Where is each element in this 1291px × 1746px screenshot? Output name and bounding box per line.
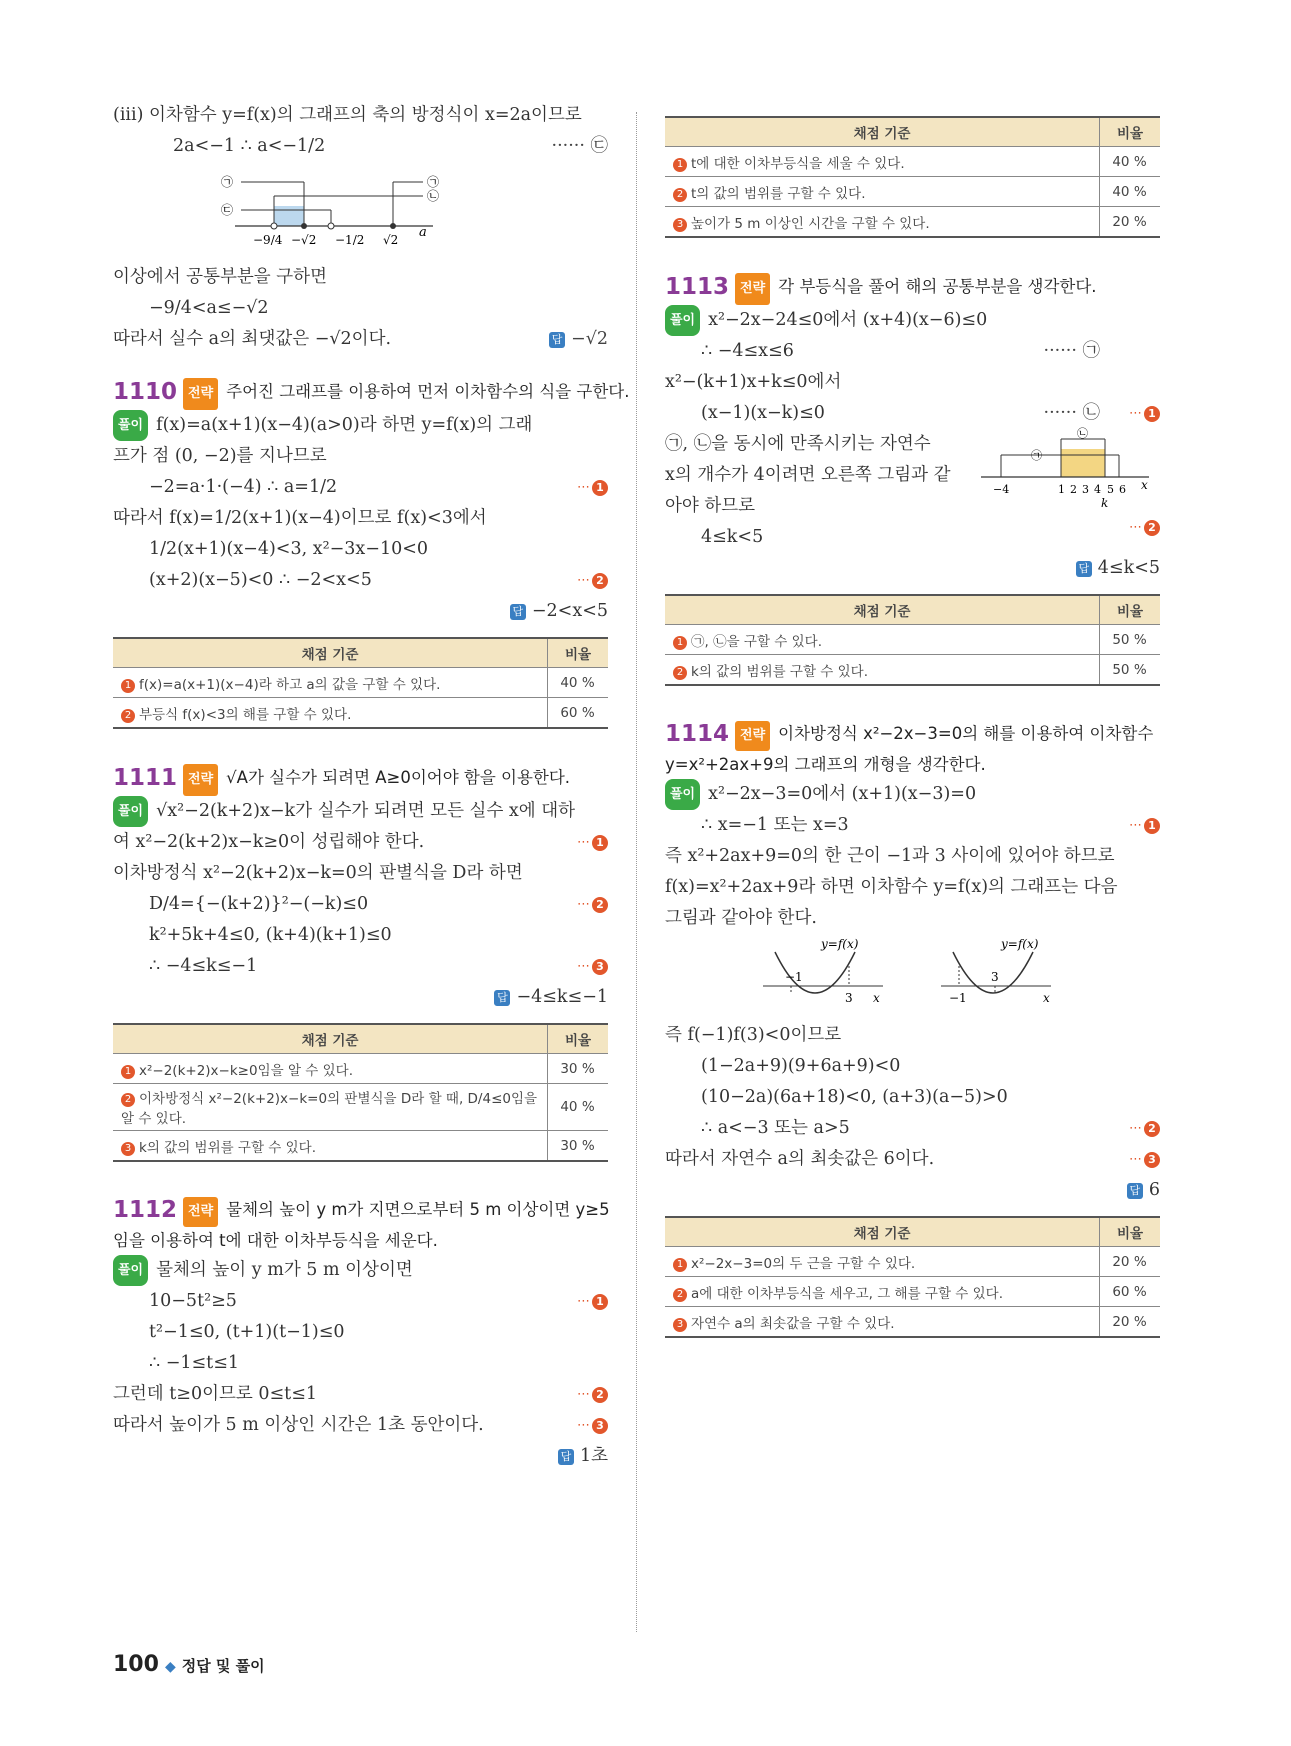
solution-line [113, 472, 608, 503]
strategy-tag: 전략 [735, 273, 770, 305]
strategy-text: √A가 실수가 되려면 A≥0이어야 함을 이용한다. [226, 768, 571, 787]
row-percent: 50 % [1100, 625, 1161, 655]
problem-number: 1111 [113, 765, 178, 791]
row-text: k의 값의 범위를 구할 수 있다. [691, 663, 869, 680]
strategy-text-2: 임을 이용하여 t에 대한 이차부등식을 세운다. [113, 1231, 438, 1250]
solution-line: t²−1≤0, (t+1)(t−1)≤0 [149, 1322, 345, 1342]
row-percent: 40 % [1100, 147, 1161, 177]
row-text: 높이가 5 m 이상인 시간을 구할 수 있다. [691, 215, 930, 232]
table-row [665, 1307, 1160, 1338]
step-number: 2 [592, 897, 608, 913]
solution-block [665, 429, 1160, 553]
row-percent: 40 % [548, 668, 609, 698]
row-text: 부등식 f(x)<3의 해를 구할 수 있다. [139, 706, 352, 723]
table-row [665, 625, 1160, 655]
closed-point-2 [390, 223, 396, 229]
solution-line [113, 410, 608, 441]
strategy-tag: 전략 [735, 721, 770, 751]
step-number: 3 [592, 959, 608, 975]
solution-text: 10−5t²≥5 [149, 1291, 237, 1311]
table-row [665, 207, 1160, 238]
tick-label: 4 [1094, 483, 1101, 496]
row-percent: 60 % [548, 698, 609, 729]
step-number: 2 [1144, 520, 1160, 536]
row-percent: 40 % [1100, 177, 1161, 207]
solution-text: ∴ −4≤x≤6 [701, 341, 794, 361]
label-3: ㉢ [221, 203, 234, 217]
tick-label: 1 [1058, 483, 1065, 496]
row-text: t의 값의 범위를 구할 수 있다. [691, 185, 866, 202]
table-header: 비율 [1100, 1217, 1161, 1247]
solution-line [113, 827, 608, 858]
solution-tag: 풀이 [113, 410, 148, 441]
solution-line: x의 개수가 4이려면 오른쪽 그림과 같 [665, 465, 951, 485]
intro-line-1: (iii) 이차함수 y=f(x)의 그래프의 축의 방정식이 x=2a이므로 [113, 105, 582, 125]
answer-icon: 답 [1076, 561, 1092, 577]
row-number: 1 [673, 1258, 687, 1272]
answer-icon: 답 [510, 604, 526, 620]
tick-label: −4 [993, 483, 1010, 496]
step-marker-1: ⋯ 1 [577, 472, 608, 503]
intersection-number-line [113, 162, 608, 262]
solution-text: x²−2x−24≤0에서 (x+4)(x−6)≤0 [708, 310, 988, 330]
strategy-tag: 전략 [183, 378, 218, 410]
graph-2-axis-label: x [1043, 991, 1050, 1005]
answer-value: 1초 [579, 1446, 608, 1466]
graph-1-axis-label: x [873, 991, 880, 1005]
solution-line: 4≤k<5 [701, 527, 764, 547]
row-percent: 60 % [1100, 1277, 1161, 1307]
left-column [113, 100, 630, 1472]
tick-label: 6 [1119, 483, 1126, 496]
solution-line [113, 889, 608, 920]
solution-tag: 풀이 [113, 796, 148, 827]
solution-line: 그림과 같아야 한다. [665, 908, 817, 928]
step-number: 2 [592, 1387, 608, 1403]
table-row [113, 1054, 608, 1084]
k-label: k [1101, 496, 1109, 510]
tick-label: 2 [1070, 483, 1077, 496]
table-row [113, 1131, 608, 1162]
step-number: 1 [592, 835, 608, 851]
table-row [665, 655, 1160, 686]
row-text: 자연수 a의 최솟값을 구할 수 있다. [691, 1315, 895, 1332]
solution-line: (10−2a)(6a+18)<0, (a+3)(a−5)>0 [701, 1087, 1008, 1107]
step-marker-3: ⋯ 3 [1129, 1144, 1160, 1175]
table-header: 채점 기준 [113, 1024, 548, 1054]
solution-text: 따라서 높이가 5 m 이상인 시간은 1초 동안이다. [113, 1415, 484, 1435]
section-title: 정답 및 풀이 [181, 1657, 265, 1675]
step-number: 2 [592, 573, 608, 589]
solution-line: x²−(k+1)x+k≤0에서 [665, 372, 842, 392]
solution-line: (1−2a+9)(9+6a+9)<0 [701, 1056, 901, 1076]
row-percent: 20 % [1100, 207, 1161, 238]
answer-1114 [665, 1175, 1160, 1206]
strategy-text-2: y=x²+2ax+9의 그래프의 개형을 생각한다. [665, 755, 986, 774]
step-marker-1: ⋯ 1 [577, 1286, 608, 1317]
row-percent: 40 % [548, 1084, 609, 1131]
solution-text: ∴ x=−1 또는 x=3 [701, 815, 849, 835]
solution-line: ∴ −1≤t≤1 [149, 1353, 239, 1373]
parabola-graphs [665, 934, 1160, 1020]
intro-line-5 [113, 324, 608, 355]
row-number: 1 [121, 1065, 135, 1079]
solution-text: x²−2x−3=0에서 (x+1)(x−3)=0 [708, 784, 977, 804]
axis-label: a [419, 225, 427, 240]
strategy-text: 물체의 높이 y m가 지면으로부터 5 m 이상이면 y≥5 [226, 1200, 610, 1219]
table-row [113, 668, 608, 698]
strategy-text: 이차방정식 x²−2x−3=0의 해를 이용하여 이차함수 [778, 724, 1154, 743]
answer-icon: 답 [1127, 1183, 1143, 1199]
problem-1112-header [113, 1196, 608, 1255]
row-number: 2 [121, 1093, 135, 1107]
row-percent: 30 % [548, 1054, 609, 1084]
row-number: 2 [673, 1288, 687, 1302]
common-range-number-line [977, 423, 1157, 519]
table-row [665, 1247, 1160, 1277]
row-text: a에 대한 이차부등식을 세우고, 그 해를 구할 수 있다. [691, 1285, 1004, 1302]
solution-line: 즉 f(−1)f(3)<0이므로 [665, 1025, 842, 1045]
tick-label-1: −9/4 [253, 233, 283, 247]
diamond-icon: ◆ [164, 1659, 176, 1675]
table-header: 채점 기준 [665, 595, 1100, 625]
solution-line [665, 1113, 1160, 1144]
answer-value: 6 [1148, 1180, 1160, 1200]
problem-number: 1110 [113, 379, 178, 405]
solution-text: f(x)=a(x+1)(x−4)(a>0)라 하면 y=f(x)의 그래 [156, 415, 533, 435]
solution-text: (x−1)(x−k)≤0 [701, 403, 825, 423]
step-number: 1 [1144, 406, 1160, 422]
step-marker-2: ⋯ 2 [577, 1379, 608, 1410]
step-number: 1 [592, 480, 608, 496]
intro-line-2 [113, 131, 608, 162]
row-percent: 20 % [1100, 1307, 1161, 1338]
strategy-text: 주어진 그래프를 이용하여 먼저 이차함수의 식을 구한다. [226, 382, 630, 401]
graph-2-label: y=f(x) [1001, 937, 1039, 951]
solution-tag: 풀이 [665, 779, 700, 810]
solution-text: −2=a·1·(−4) ∴ a=1/2 [149, 477, 338, 497]
table-row [665, 147, 1160, 177]
solution-line [665, 779, 1160, 810]
solution-text: 여 x²−2(k+2)x−k≥0이 성립해야 한다. [113, 832, 425, 852]
label-2: ㉡ [427, 189, 440, 203]
problem-number: 1113 [665, 274, 730, 300]
step-number: 3 [1144, 1152, 1160, 1168]
table-row [665, 1277, 1160, 1307]
row-number: 1 [673, 636, 687, 650]
step-marker-2: ⋯ 2 [577, 889, 608, 920]
row-number: 2 [121, 709, 135, 723]
solution-text: (x+2)(x−5)<0 ∴ −2<x<5 [149, 570, 372, 590]
strategy-tag: 전략 [183, 1197, 218, 1227]
tick-label-2: −√2 [291, 233, 317, 247]
solution-text: 그런데 t≥0이므로 0≤t≤1 [113, 1384, 318, 1404]
intro-inequality: 2a<−1 ∴ a<−1/2 [173, 136, 326, 156]
graph-1-tick-1: −1 [785, 970, 803, 984]
solution-tag: 풀이 [665, 305, 700, 336]
step-number: 1 [592, 1294, 608, 1310]
answer-value: −2<x<5 [531, 601, 608, 621]
problem-1113-header [665, 272, 1160, 305]
problem-1114-header [665, 720, 1160, 779]
grading-table-1113 [665, 594, 1160, 686]
row-percent: 50 % [1100, 655, 1161, 686]
step-marker-3: ⋯ 3 [577, 1410, 608, 1441]
graph-2-tick-2: −1 [949, 991, 967, 1005]
step-marker-3: ⋯ 3 [577, 951, 608, 982]
graph-2-tick-1: 3 [991, 970, 999, 984]
mark-3: ······ ㉢ [551, 136, 608, 156]
row-number: 2 [673, 666, 687, 680]
open-point-1 [271, 223, 277, 229]
solution-line: 1/2(x+1)(x−4)<3, x²−3x−10<0 [149, 539, 429, 559]
solution-line: 이차방정식 x²−2(k+2)x−k=0의 판별식을 D라 하면 [113, 863, 523, 883]
solution-line [665, 810, 1160, 841]
solution-text: ∴ a<−3 또는 a>5 [701, 1118, 850, 1138]
table-header: 채점 기준 [665, 117, 1100, 147]
solution-text: √x²−2(k+2)x−k가 실수가 되려면 모든 실수 x에 대하 [156, 801, 576, 821]
row-number: 1 [121, 679, 135, 693]
answer-1111 [113, 982, 608, 1013]
step-number: 2 [1144, 1121, 1160, 1137]
solution-line: ㉠, ㉡을 동시에 만족시키는 자연수 [665, 434, 931, 454]
intro-line-3: 이상에서 공통부분을 구하면 [113, 267, 327, 287]
solution-line: 아야 하므로 [665, 496, 756, 516]
answer-value: −√2 [571, 329, 608, 349]
row-text: k의 값의 범위를 구할 수 있다. [139, 1139, 317, 1156]
row-text: ㉠, ㉡을 구할 수 있다. [691, 633, 822, 650]
grading-table-1114 [665, 1216, 1160, 1338]
row-number: 1 [673, 158, 687, 172]
answer-value: −4≤k≤−1 [516, 987, 608, 1007]
solution-text: 따라서 자연수 a의 최솟값은 6이다. [665, 1149, 935, 1169]
column-divider [636, 112, 637, 1632]
solution-line: k²+5k+4≤0, (k+4)(k+1)≤0 [149, 925, 392, 945]
row-percent: 20 % [1100, 1247, 1161, 1277]
table-header: 비율 [548, 1024, 609, 1054]
row-percent: 30 % [548, 1131, 609, 1162]
solution-line [665, 1144, 1160, 1175]
table-header: 채점 기준 [113, 638, 548, 668]
solution-text: 물체의 높이 y m가 5 m 이상이면 [156, 1260, 413, 1280]
table-row [665, 177, 1160, 207]
graph-1-label: y=f(x) [821, 937, 859, 951]
row-number: 3 [673, 1318, 687, 1332]
grading-table-1110 [113, 637, 608, 729]
problem-number: 1112 [113, 1197, 178, 1223]
step-number: 1 [1144, 818, 1160, 834]
answer-icon: 답 [549, 332, 565, 348]
row-text: x²−2(k+2)x−k≥0임을 알 수 있다. [139, 1062, 353, 1079]
answer-icon: 답 [494, 990, 510, 1006]
step-marker-2: ⋯ 2 [1129, 520, 1160, 536]
strategy-tag: 전략 [183, 764, 218, 796]
table-header: 비율 [548, 638, 609, 668]
grading-table-1112 [665, 116, 1160, 238]
tick-label-4: √2 [383, 233, 399, 247]
problem-1110-header [113, 377, 630, 410]
tick-label-3: −1/2 [335, 233, 365, 247]
answer-intro [549, 324, 608, 355]
row-text: 이차방정식 x²−2(k+2)x−k=0의 판별식을 D라 할 때, D/4≤0임을 알 수 있다. [121, 1091, 538, 1127]
solution-line: 즉 x²+2ax+9=0의 한 근이 −1과 3 사이에 있어야 하므로 [665, 846, 1115, 866]
solution-line [113, 1410, 608, 1441]
answer-1112 [113, 1441, 608, 1472]
label-1: ㉠ [221, 175, 234, 189]
step-marker-1: ⋯ 1 [1129, 810, 1160, 841]
solution-line [665, 336, 1160, 367]
answer-1110 [113, 596, 608, 627]
strategy-text: 각 부등식을 풀어 해의 공통부분을 생각한다. [778, 277, 1097, 296]
solution-tag: 풀이 [113, 1255, 148, 1286]
mark-2: ······ ㉡ [1043, 403, 1100, 423]
row-text: f(x)=a(x+1)(x−4)라 하고 a의 값을 구할 수 있다. [139, 676, 441, 693]
solution-line [113, 1379, 608, 1410]
step-marker-2: ⋯ 2 [1129, 1113, 1160, 1144]
label-2: ㉡ [1077, 427, 1088, 440]
table-row [113, 1084, 608, 1131]
step-marker-1: ⋯ 1 [577, 827, 608, 858]
page-footer [113, 1652, 265, 1677]
table-header: 비율 [1100, 117, 1161, 147]
row-text: t에 대한 이차부등식을 세울 수 있다. [691, 155, 905, 172]
solution-line [113, 565, 608, 596]
solution-line: 프가 점 (0, −2)를 지나므로 [113, 446, 327, 466]
common-region [274, 206, 304, 226]
right-column [665, 100, 1160, 1338]
common-region [1061, 449, 1105, 477]
label-1: ㉠ [1031, 449, 1042, 462]
answer-icon: 답 [558, 1449, 574, 1465]
table-row [113, 698, 608, 729]
solution-line: f(x)=x²+2ax+9라 하면 이차함수 y=f(x)의 그래프는 다음 [665, 877, 1118, 897]
solution-text: ∴ −4≤k≤−1 [149, 956, 258, 976]
tick-label: 3 [1082, 483, 1089, 496]
row-number: 3 [673, 218, 687, 232]
row-number: 2 [673, 188, 687, 202]
step-number: 3 [592, 1418, 608, 1434]
closed-point-1 [301, 223, 307, 229]
solution-line [113, 796, 608, 827]
mark-1: ······ ㉠ [1043, 341, 1100, 361]
step-marker-1: ⋯ 1 [1129, 398, 1160, 429]
open-point-2 [328, 223, 334, 229]
intro-line-4: −9/4<a≤−√2 [149, 298, 269, 318]
graph-1-tick-2: 3 [845, 991, 853, 1005]
solution-line [665, 305, 1160, 336]
intro-conclusion: 따라서 실수 a의 최댓값은 −√2이다. [113, 329, 392, 349]
solution-line: 따라서 f(x)=1/2(x+1)(x−4)이므로 f(x)<3에서 [113, 508, 487, 528]
row-text: x²−2x−3=0의 두 근을 구할 수 있다. [691, 1255, 916, 1272]
row-number: 3 [121, 1142, 135, 1156]
tick-label: 5 [1107, 483, 1114, 496]
axis-label: x [1141, 478, 1148, 492]
answer-1113 [665, 553, 1160, 584]
solution-line [113, 1255, 608, 1286]
solution-line [113, 1286, 608, 1317]
page-number: 100 [113, 1652, 159, 1677]
step-marker-2: ⋯ 2 [577, 565, 608, 596]
table-header: 채점 기준 [665, 1217, 1100, 1247]
table-header: 비율 [1100, 595, 1161, 625]
grading-table-1111 [113, 1023, 608, 1162]
label-1b: ㉠ [427, 175, 440, 189]
problem-number: 1114 [665, 721, 730, 747]
answer-value: 4≤k<5 [1097, 558, 1160, 578]
solution-line [113, 951, 608, 982]
solution-text: D/4={−(k+2)}²−(−k)≤0 [149, 894, 369, 914]
problem-1111-header [113, 763, 608, 796]
